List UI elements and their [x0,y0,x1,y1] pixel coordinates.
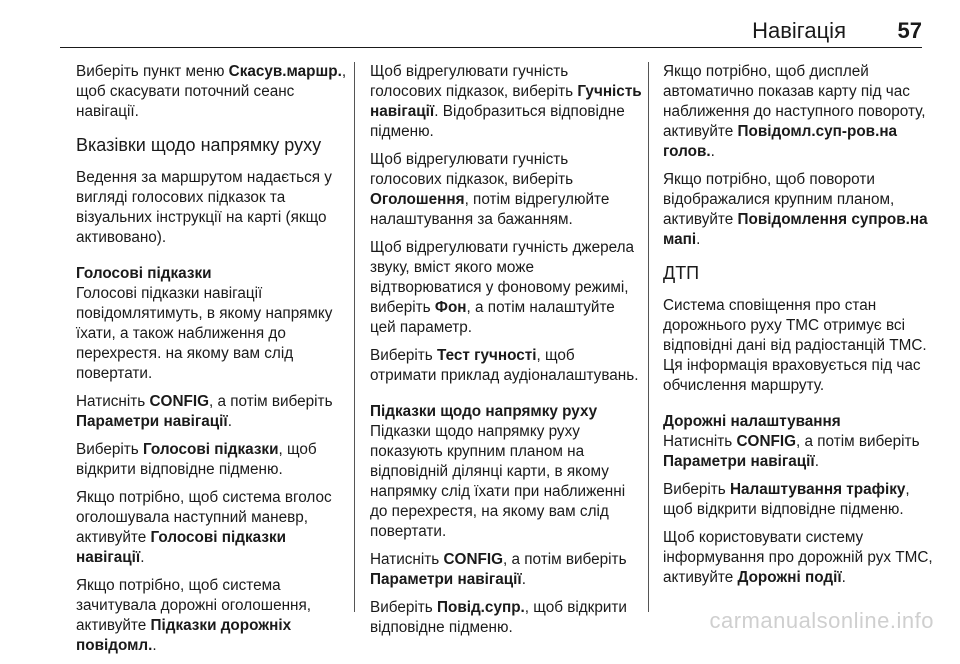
paragraph-guidance-menu: Виберіть Повід.супр., щоб відкрити відповідне підменю. [370,599,627,636]
paragraph-select-voice-prompts: Виберіть Голосові підказки, щоб відкрити відповідне підменю. [76,441,317,478]
subheading-traffic-settings: Дорожні налаштування [663,413,841,430]
menu-item-traffic-events: Дорожні події [737,569,842,586]
menu-item-traffic-settings: Налаштування трафіку [729,481,906,498]
menu-item-nav-voice-prompts: Голосові підказки навігації [76,529,286,566]
watermark: carmanualsonline.info [709,608,934,633]
page-number: 57 [897,18,922,43]
menu-item-nav-volume: Гучність навігації [370,83,642,120]
paragraph-direction-prompts: Підказки щодо напрямку руху показують крупним планом на відповідній ділянці карти, в якому напрямку слід їхати при наближенні до перехрестя, на якому вам слід повертати. [370,423,626,540]
paragraph-cancel-route: Виберіть пункт меню Скасув.маршр., щоб скасувати поточний сеанс навігації. [76,63,347,120]
paragraph-voice-prompts: Голосові підказки навігації повідомлятимуть, в якому напрямку їхати, а також наближення до перехрестя. на якому вам слід повертати. [76,285,333,382]
paragraph-nav-voice-prompts: Якщо потрібно, щоб система вголос оголошувала наступний маневр, активуйте Голосові підказки навігації. [76,489,332,566]
page-header [60,12,922,48]
menu-item-cancel-route: Скасув.маршр. [228,63,342,80]
paragraph-guidance-map: Якщо потрібно, щоб повороти відображалися крупним планом, активуйте Повідомлення супров.на мапі. [663,171,928,248]
menu-item-nav-settings: Параметри навігації [76,413,228,430]
paragraph-press-config-3: Натисніть CONFIG, а потім виберіть Параметри навігації. [663,433,920,470]
menu-item-volume-test: Тест гучності [436,347,537,364]
menu-item-background: Фон [434,299,467,316]
paragraph-traffic-settings: Виберіть Налаштування трафіку, щоб відкрити відповідне підменю. [663,481,910,518]
paragraph-background: Щоб відрегулювати гучність джерела звуку, вміст якого може відтворюватися у фоновому режимі, виберіть Фон, а потім налаштуйте цей параметр. [370,239,635,336]
paragraph-traffic-prompts: Якщо потрібно, щоб система зачитувала дорожні оголошення, активуйте Підказки дорожніх повідомл.. [76,577,312,654]
paragraph-traffic-events: Щоб користовувати систему інформування про дорожній рух TMC, активуйте Дорожні події. [663,529,933,586]
menu-item-nav-settings: Параметри навігації [370,571,522,588]
menu-item-traffic-prompts: Підказки дорожніх повідомл. [76,617,292,654]
paragraph-press-config: Натисніть CONFIG, а потім виберіть Параметри навігації. [76,393,333,430]
page-title: Навігація [752,18,846,43]
subheading-direction-prompts: Підказки щодо напрямку руху [370,403,598,420]
header-rule [60,47,922,48]
menu-item-announcements: Оголошення [370,191,465,208]
paragraph-tmc: Система сповіщення про стан дорожнього руху TMC отримує всі відповідні дані від радіостанцій TMC. Ця інформація враховується під час обчислення маршруту. [663,297,927,394]
column-1 [76,62,348,664]
subheading-voice-prompts: Голосові підказки [76,265,212,282]
section-heading-guidance: Вказівки щодо напрямку руху [76,135,322,155]
paragraph-announcements: Щоб відрегулювати гучність голосових підказок, виберіть Оголошення, потім відрегулюйте налаштування за бажанням. [370,151,610,228]
column-2 [370,62,642,646]
column-divider-1 [354,62,355,612]
paragraph-guidance-intro: Ведення за маршрутом надається у вигляді голосових підказок та візуальних інструкції на карті (якщо активовано). [76,169,332,246]
menu-item-nav-settings: Параметри навігації [663,453,815,470]
key-config: CONFIG [443,551,503,568]
column-divider-2 [648,62,649,612]
paragraph-guidance-main: Якщо потрібно, щоб дисплей автоматично показав карту під час наближення до наступного повороту, активуйте Повідомл.суп-ров.на голов.. [663,63,926,160]
menu-item-guidance-messages: Повід.супр. [436,599,525,616]
key-config: CONFIG [736,433,796,450]
menu-item-voice-prompts: Голосові підказки [142,441,279,458]
column-3 [663,62,935,596]
section-heading-traffic: ДТП [663,263,700,283]
paragraph-volume-test: Виберіть Тест гучності, щоб отримати приклад аудіоналаштувань. [370,347,639,384]
menu-item-guidance-main: Повідомл.суп-ров.на голов. [663,123,898,160]
paragraph-press-config-2: Натисніть CONFIG, а потім виберіть Параметри навігації. [370,551,627,588]
paragraph-nav-volume: Щоб відрегулювати гучність голосових підказок, виберіть Гучність навігації. Відобразиться відповідне підменю. [370,63,642,140]
menu-item-guidance-map: Повідомлення супров.на мапі [663,211,928,248]
key-config: CONFIG [149,393,209,410]
